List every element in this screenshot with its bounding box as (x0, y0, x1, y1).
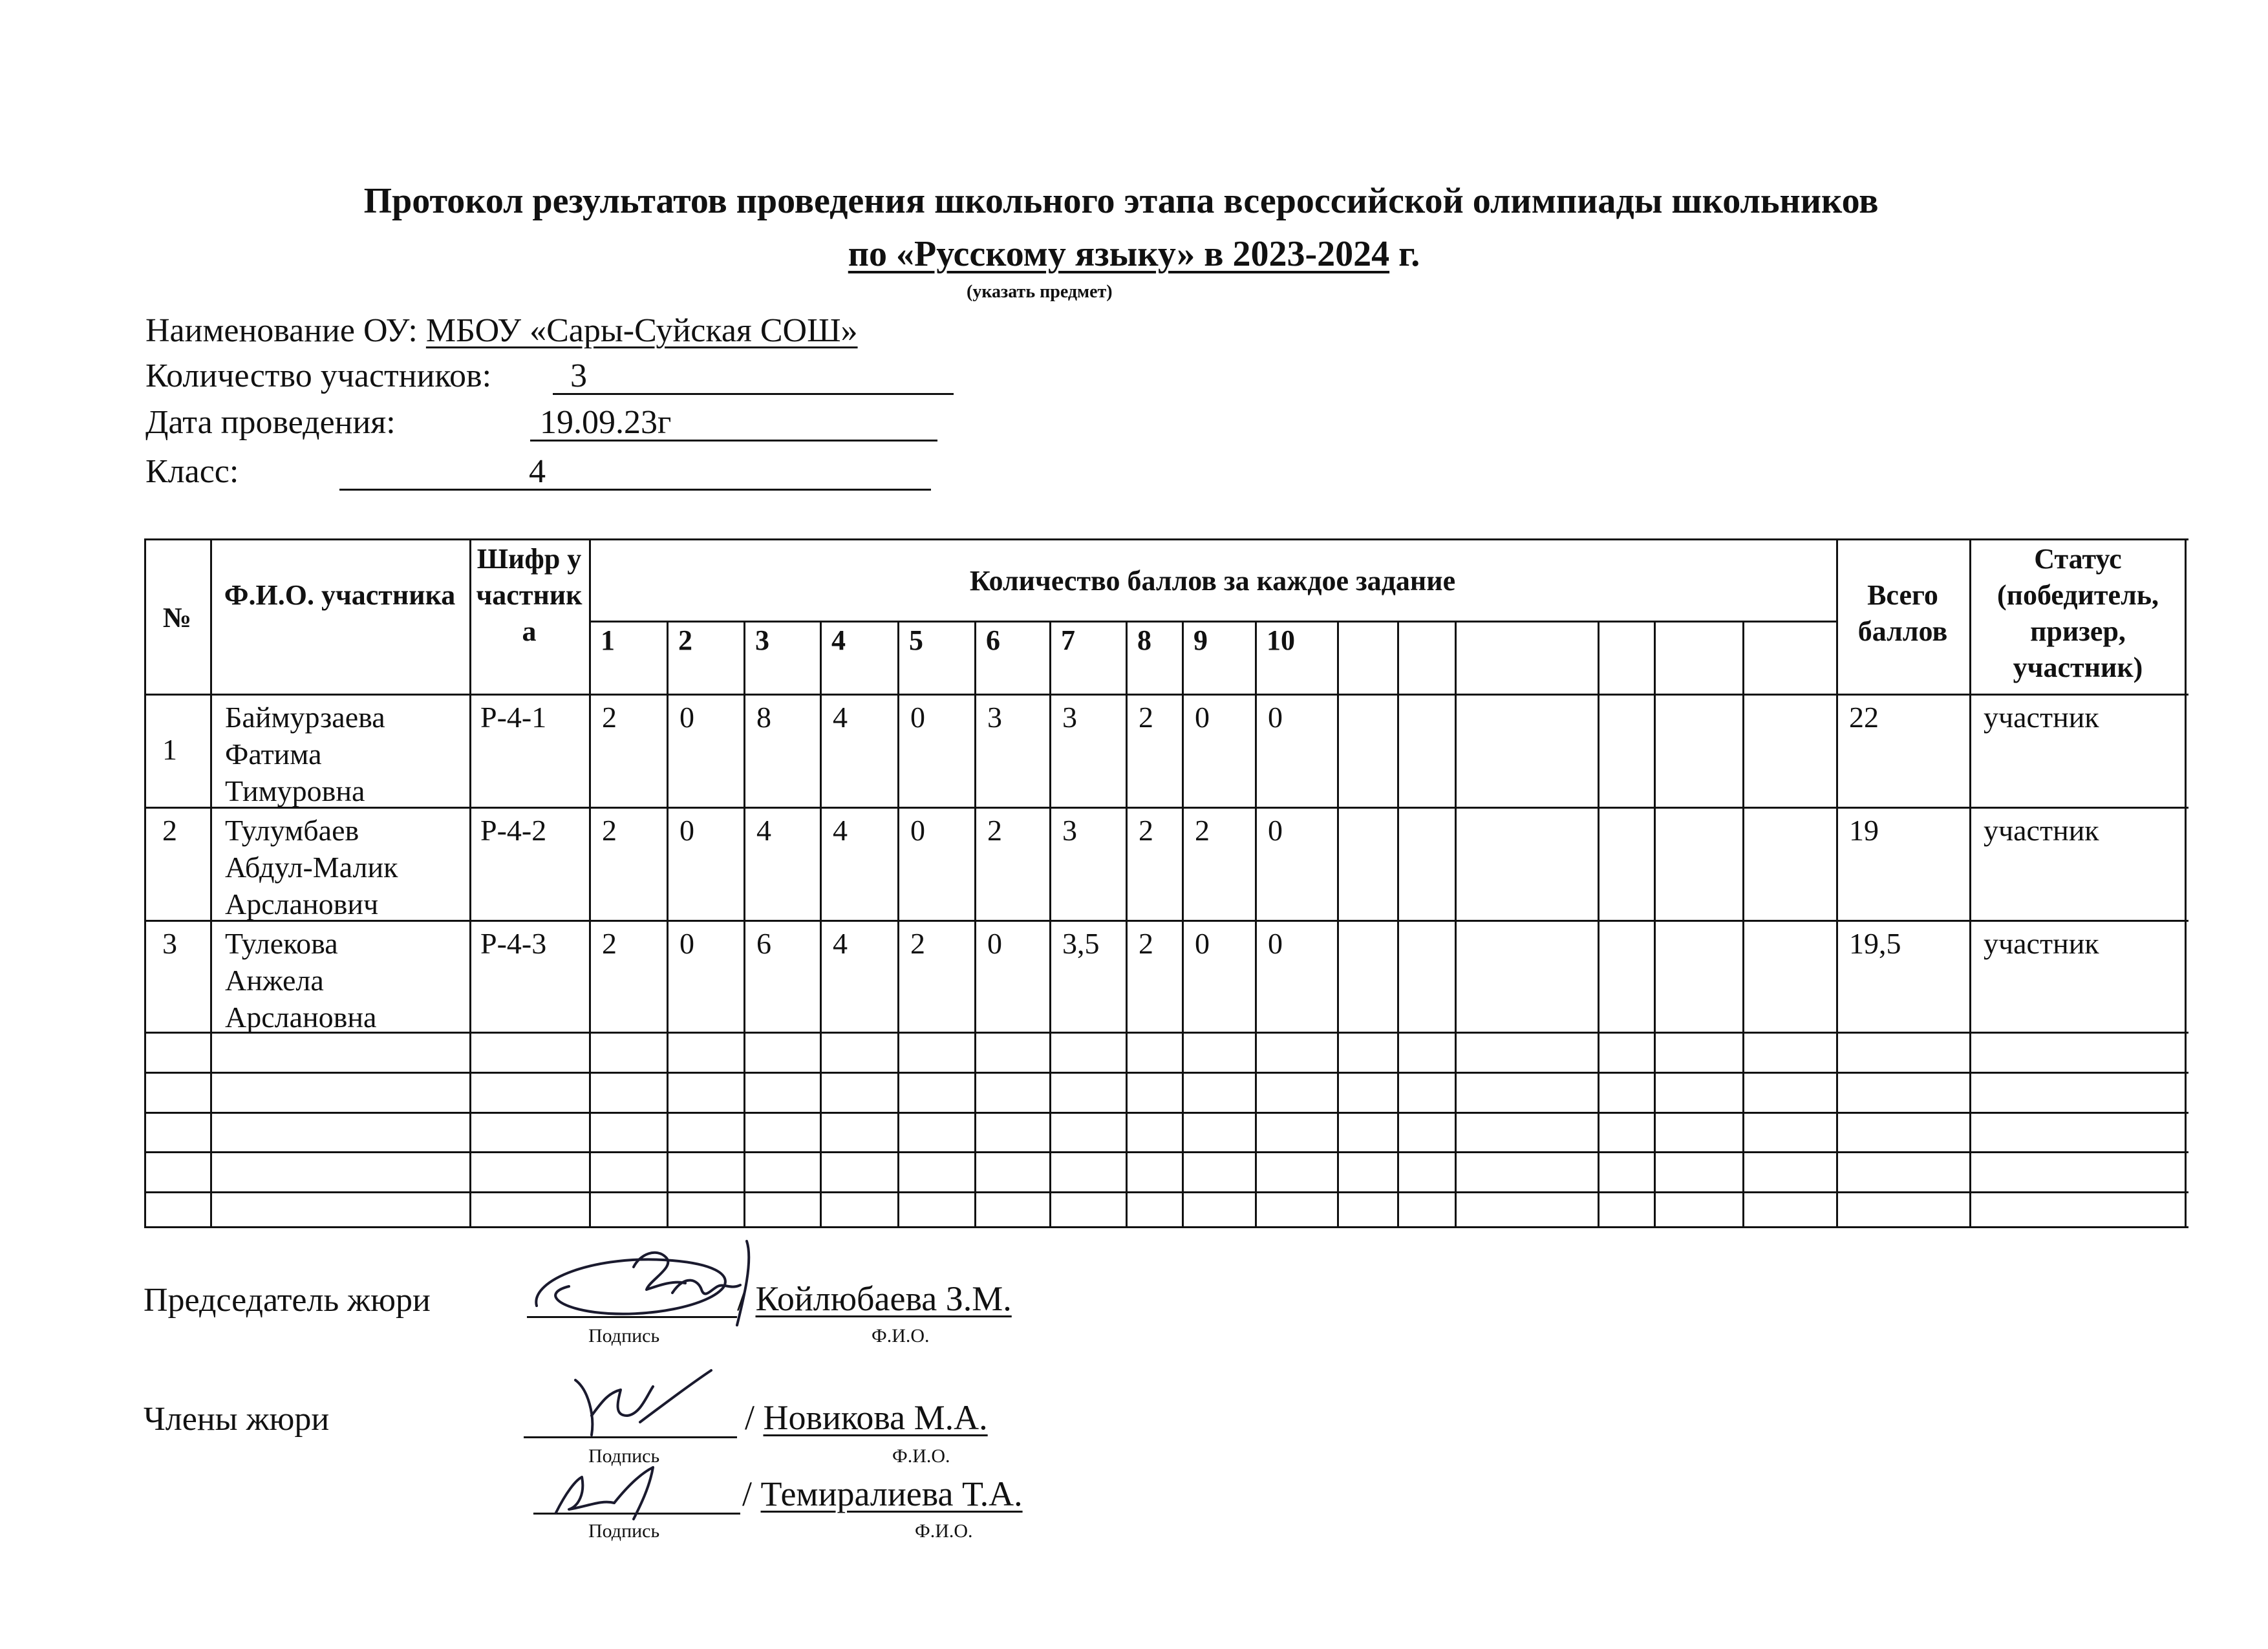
row-3-score-6: 0 (987, 927, 1002, 960)
row-2-score-1: 2 (602, 814, 617, 847)
protocol-subtitle (0, 236, 2268, 272)
task-number-6: 6 (986, 624, 1000, 656)
row-1-score-10: 0 (1268, 701, 1283, 734)
row-2-total: 19 (1849, 814, 1879, 847)
member2-signature (543, 1461, 698, 1526)
chairman-signature (517, 1228, 776, 1332)
row-1-code: Р-4-1 (480, 701, 547, 734)
date-label: Дата проведения: (145, 404, 396, 441)
row-2-score-9: 2 (1195, 814, 1210, 847)
row-1-score-8: 2 (1139, 701, 1153, 734)
row-3-score-1: 2 (602, 927, 617, 960)
row-3-score-7: 3,5 (1062, 927, 1100, 960)
row-2-score-8: 2 (1139, 814, 1153, 847)
row-3-score-2: 0 (679, 927, 694, 960)
row-3-score-10: 0 (1268, 927, 1283, 960)
row-2-score-2: 0 (679, 814, 694, 847)
header-status: Статус (победитель, призер, участник) (1996, 543, 2159, 683)
chairman-label: Председатель жюри (144, 1282, 431, 1319)
row-2-status: участник (1984, 814, 2099, 847)
member1-fio-caption: Ф.И.О. (892, 1445, 950, 1467)
header-code: Шифр участника (476, 543, 583, 647)
task-number-8: 8 (1137, 624, 1151, 656)
row-2-score-10: 0 (1268, 814, 1283, 847)
subject-suffix: г. (1389, 234, 1420, 274)
row-3-score-3: 6 (756, 927, 771, 960)
task-number-3: 3 (755, 624, 769, 656)
school-label: Наименование ОУ: (145, 312, 426, 349)
header-num: № (162, 602, 192, 633)
school-value: МБОУ «Сары-Суйская СОШ» (425, 312, 858, 349)
row-1-score-7: 3 (1062, 701, 1077, 734)
member2-name: / Темиралиева Т.А. (742, 1474, 1023, 1513)
row-2-score-3: 4 (756, 814, 771, 847)
row-1-status: участник (1984, 701, 2099, 734)
row-3-code: Р-4-3 (480, 927, 547, 960)
date-value: 19.09.23г (540, 404, 672, 441)
row-3-num: 3 (162, 927, 177, 960)
row-1-score-5: 0 (910, 701, 925, 734)
header-total: Всего баллов (1857, 579, 1948, 647)
row-1-score-6: 3 (987, 701, 1002, 734)
task-number-9: 9 (1193, 624, 1208, 656)
row-1-total: 22 (1849, 701, 1879, 734)
count-value: 3 (570, 357, 587, 394)
member1-signature (556, 1364, 724, 1448)
row-2-code: Р-4-2 (480, 814, 547, 847)
row-2-name: Тулумбаев Абдул-Малик Арсланович (225, 814, 398, 920)
task-number-2: 2 (678, 624, 692, 656)
row-2-score-6: 2 (987, 814, 1002, 847)
protocol-title: Протокол результатов проведения школьного этапа всероссийской олимпиады школьников (363, 181, 1879, 221)
row-1-score-9: 0 (1195, 701, 1210, 734)
header-tasks: Количество баллов за каждое задание (969, 565, 1456, 597)
results-table (144, 538, 2187, 1226)
row-1-score-4: 4 (833, 701, 848, 734)
subject-text: по «Русскому языку» в 2023-2024 (848, 234, 1390, 274)
member2-fio-caption: Ф.И.О. (915, 1520, 973, 1542)
row-1-num: 1 (162, 733, 177, 767)
member2-sign-caption: Подпись (588, 1520, 660, 1542)
class-label: Класс: (145, 453, 239, 490)
row-3-total: 19,5 (1849, 927, 1901, 960)
school-info (145, 312, 858, 350)
row-1-score-3: 8 (756, 701, 771, 734)
chairman-name: / Койлюбаева З.М. (737, 1279, 1012, 1318)
row-3-name: Тулекова Анжела Арслановна (225, 927, 377, 1034)
count-label: Количество участников: (145, 357, 492, 394)
chairman-fio-caption: Ф.И.О. (872, 1325, 930, 1346)
row-3-status: участник (1984, 927, 2099, 960)
row-2-score-5: 0 (910, 814, 925, 847)
row-3-score-5: 2 (910, 927, 925, 960)
row-1-name: Баймурзаева Фатима Тимуровна (225, 701, 385, 807)
row-3-score-8: 2 (1139, 927, 1153, 960)
task-number-5: 5 (909, 624, 923, 656)
subject-hint: (указать предмет) (967, 282, 1113, 302)
row-2-score-4: 4 (833, 814, 848, 847)
header-name: Ф.И.О. участника (224, 579, 456, 611)
task-number-10: 10 (1267, 624, 1295, 656)
chairman-sign-caption: Подпись (588, 1325, 660, 1346)
task-number-1: 1 (601, 624, 615, 656)
task-number-7: 7 (1061, 624, 1075, 656)
row-3-score-9: 0 (1195, 927, 1210, 960)
row-1-score-1: 2 (602, 701, 617, 734)
members-label: Члены жюри (144, 1401, 330, 1438)
row-2-score-7: 3 (1062, 814, 1077, 847)
member1-sign-caption: Подпись (588, 1445, 660, 1467)
class-value: 4 (529, 453, 546, 490)
row-2-num: 2 (162, 814, 177, 847)
task-number-4: 4 (831, 624, 846, 656)
row-1-score-2: 0 (679, 701, 694, 734)
member1-name: / Новикова М.А. (745, 1398, 988, 1437)
row-3-score-4: 4 (833, 927, 848, 960)
